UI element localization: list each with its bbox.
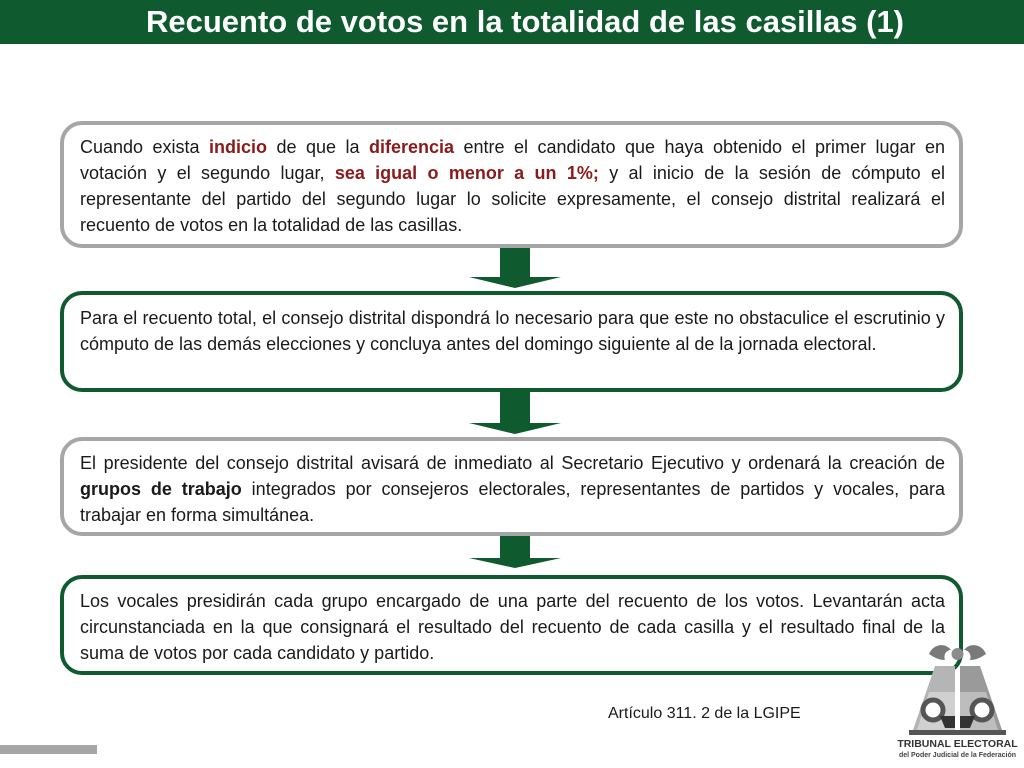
box1-text-3: entre el candidato que haya obtenido el primer lugar en votación y el segundo lugar,	[80, 137, 945, 183]
info-box-3-text	[80, 450, 945, 528]
info-box-4	[60, 575, 963, 675]
box1-highlight-porcentaje: sea igual o menor a un 1%;	[334, 163, 599, 183]
info-box-3	[60, 437, 963, 536]
title-bar	[0, 0, 1024, 44]
page-title: Recuento de votos en la totalidad de las casillas (1)	[146, 4, 905, 39]
source-citation: Artículo 311. 2 de la LGIPE	[608, 705, 801, 722]
tribunal-electoral-emblem-icon	[895, 640, 1020, 738]
down-arrow-icon	[469, 248, 561, 288]
box1-text-1: Cuando exista	[80, 137, 210, 157]
box3-text-1: El presidente del consejo distrital avisará de inmediato al Secretario Ejecutivo y ordenará la creación de	[80, 453, 945, 473]
info-box-4-text: Los vocales presidirán cada grupo encargado de una parte del recuento de los votos. Levantarán acta circunstanciada en la que consignará el resultado del recuento de cada casilla y el resultado final de la suma de votos por cada candidato y partido.	[80, 591, 945, 663]
footer-bar	[0, 745, 97, 754]
logo-name: TRIBUNAL ELECTORAL	[897, 738, 1018, 750]
info-box-1	[60, 121, 963, 248]
info-box-1-text	[80, 134, 945, 238]
box3-text-2: integrados por consejeros electorales, representantes de partidos y vocales, para trabajar en forma simultánea.	[80, 479, 946, 525]
info-box-2-text: Para el recuento total, el consejo distrital dispondrá lo necesario para que este no obstaculice el escrutinio y cómputo de las demás elecciones y concluya antes del domingo siguiente al de la jornada electoral.	[80, 308, 945, 354]
tribunal-logo	[895, 640, 1020, 766]
logo-subtitle: del Poder Judicial de la Federación	[898, 752, 1017, 759]
down-arrow-icon	[469, 392, 561, 434]
box1-highlight-diferencia: diferencia	[368, 137, 455, 157]
box1-text-4: y al inicio de la sesión de cómputo el representante del partido del segundo lugar lo solicite expresamente, el consejo distrital realizará el recuento de votos en la totalidad de las casillas.	[80, 163, 946, 235]
down-arrow-icon	[469, 536, 561, 568]
box3-bold-grupos: grupos de trabajo	[80, 479, 242, 499]
box1-highlight-indicio: indicio	[209, 137, 268, 157]
box1-text-2: de que la	[267, 137, 369, 157]
info-box-2	[60, 291, 963, 392]
